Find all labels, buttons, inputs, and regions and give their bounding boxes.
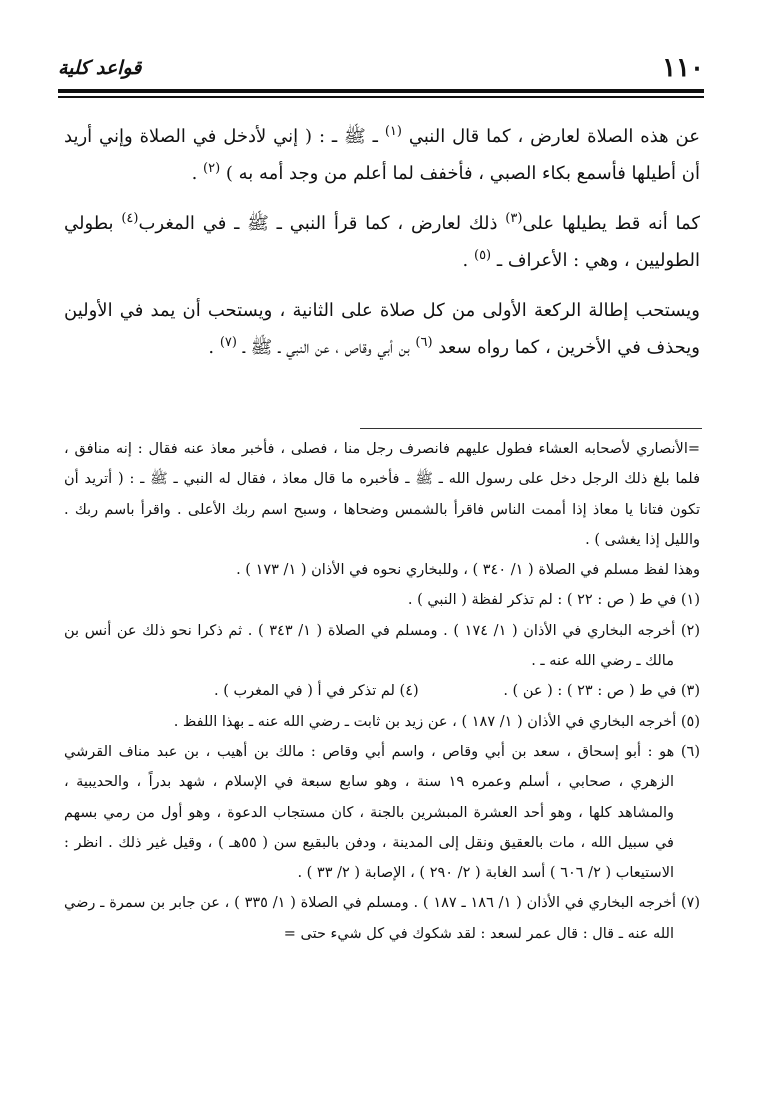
page-number: ١١٠ (662, 53, 704, 83)
footnote-ref[interactable]: (٣) (505, 211, 523, 226)
footnote-4: (٤) لم تذكر في أ ( في المغرب ) . (214, 683, 419, 700)
footnote-separator (360, 428, 702, 429)
footnote-continuation-source: وهذا لفظ مسلم في الصلاة ( ١/ ٣٤٠ ) ، وللبخاري نحوه في الأذان ( ١/ ١٧٣ ) . (236, 562, 700, 579)
text-run: . (191, 163, 204, 184)
footnote-2: (٢) أخرجه البخاري في الأذان ( ١/ ١٧٤ ) . ومسلم في الصلاة ( ١/ ٣٤٣ ) . ثم ذكرا نحو ذلك عن أنس بن مالك ـ رضي الله عنه ـ . (64, 622, 701, 670)
footnote-ref[interactable]: (٦) (415, 335, 433, 350)
footnote-3: (٣) في ط ( ص : ٢٣ ) : ( عن ) . (503, 683, 700, 700)
footnote-6: (٦) هو : أبو إسحاق ، سعد بن أبي وقاص ، واسم أبي وقاص : مالك بن أهيب ، بن عبد مناف القرشي الزهري ، صحابي ، أسلم وعمره ١٩ سنة ، وهو سابع سبعة في الإسلام ، شهد بدراً ، والحديبية ، والمشاهد كلها ، وهو أحد العشرة المبشرين بالجنة ، كان مستجاب الدعوة ، وهو أول من رمي بسهم في سبيل الله ، مات بالعقيق ونقل إلى المدينة ، ودفن بالبقيع سن ( ٥٥هـ ) ، وقيل غير ذلك . انظر : الاستيعاب ( ٢/ ٦٠٦ ) أسد الغابة ( ٢/ ٢٩٠ ) ، الإصابة ( ٢/ ٣٣ ) . (64, 743, 700, 882)
footnote-7: (٧) أخرجه البخاري في الأذان ( ١/ ١٨٦ ـ ١٨٧ ) . ومسلم في الصلاة ( ١/ ٣٣٥ ) ، عن جابر بن سمرة ـ رضي الله عنه ـ قال : قال عمر لسعد : لقد شكوك في كل شيء حتى = (64, 895, 700, 942)
footnotes (64, 434, 700, 949)
footnote-ref[interactable]: (٥) (473, 248, 492, 263)
paragraph-2 (64, 205, 700, 279)
paragraph-3 (64, 292, 700, 366)
footnote-ref[interactable]: (٧) (219, 335, 237, 350)
footnote-continuation: =الأنصاري لأصحابه العشاء فطول عليهم فانصرف رجل منا ، فصلى ، فأخبر معاذ عنه فقال : إنه منافق ، فلما بلغ ذلك الرجل دخل على رسول الله ـ ﷺ ـ فأخبره ما قال معاذ ، فقال له النبي ـ ﷺ ـ : ( أتريد أن تكون فتانا يا معاذ إذا أممت الناس فاقرأ بالشمس وضحاها ، وسبح اسم ربك الأعلى . واقرأ باسم ربك . والليل إذا يغشى ) . (64, 441, 700, 548)
footnote-5: (٥) أخرجه البخاري في الأذان ( ١/ ١٨٧ ) ، عن زيد بن ثابت ـ رضي الله عنه ـ بهذا اللفظ . (173, 713, 700, 730)
text-run: ـ ﷺ ـ : ( إني لأدخل في الصلاة وإني أريد أن أطيلها فأسمع بكاء الصبي ، فأخفف لما أعلم من وجد أمه به ) (64, 126, 700, 184)
page-header (58, 50, 704, 86)
text-run: بطولي الطوليين ، وهي : الأعراف ـ (64, 213, 700, 271)
paragraph-1 (64, 118, 700, 192)
text-run: . (462, 250, 474, 271)
header-rule-thick (58, 89, 704, 93)
text-run: عن هذه الصلاة لعارض ، كما قال النبي (401, 126, 700, 147)
text-run: ذلك لعارض ، كما قرأ النبي ـ ﷺ ـ في المغرب (138, 213, 506, 234)
running-title: قواعد كلية (58, 57, 142, 79)
footnote-ref[interactable]: (١) (384, 124, 402, 139)
text-run: . (208, 337, 220, 358)
footnote-ref[interactable]: (٢) (203, 161, 221, 176)
footnote-1: (١) في ط ( ص : ٢٢ ) : لم تذكر لفظة ( النبي ) . (407, 592, 700, 609)
header-rule-thin (58, 96, 704, 98)
footnote-row-3-4 (64, 676, 700, 706)
text-run: بن أبي وقاص ، عن النبي ـ ﷺ ـ (236, 337, 416, 358)
main-text (64, 118, 700, 379)
text-run: كما أنه قط يطيلها على (522, 213, 700, 234)
footnote-ref[interactable]: (٤) (121, 211, 139, 226)
text-run: ويستحب إطالة الركعة الأولى من كل صلاة على الثانية ، ويستحب أن يمد في الأولين ويحذف في الأخرين ، كما رواه سعد (64, 300, 700, 358)
